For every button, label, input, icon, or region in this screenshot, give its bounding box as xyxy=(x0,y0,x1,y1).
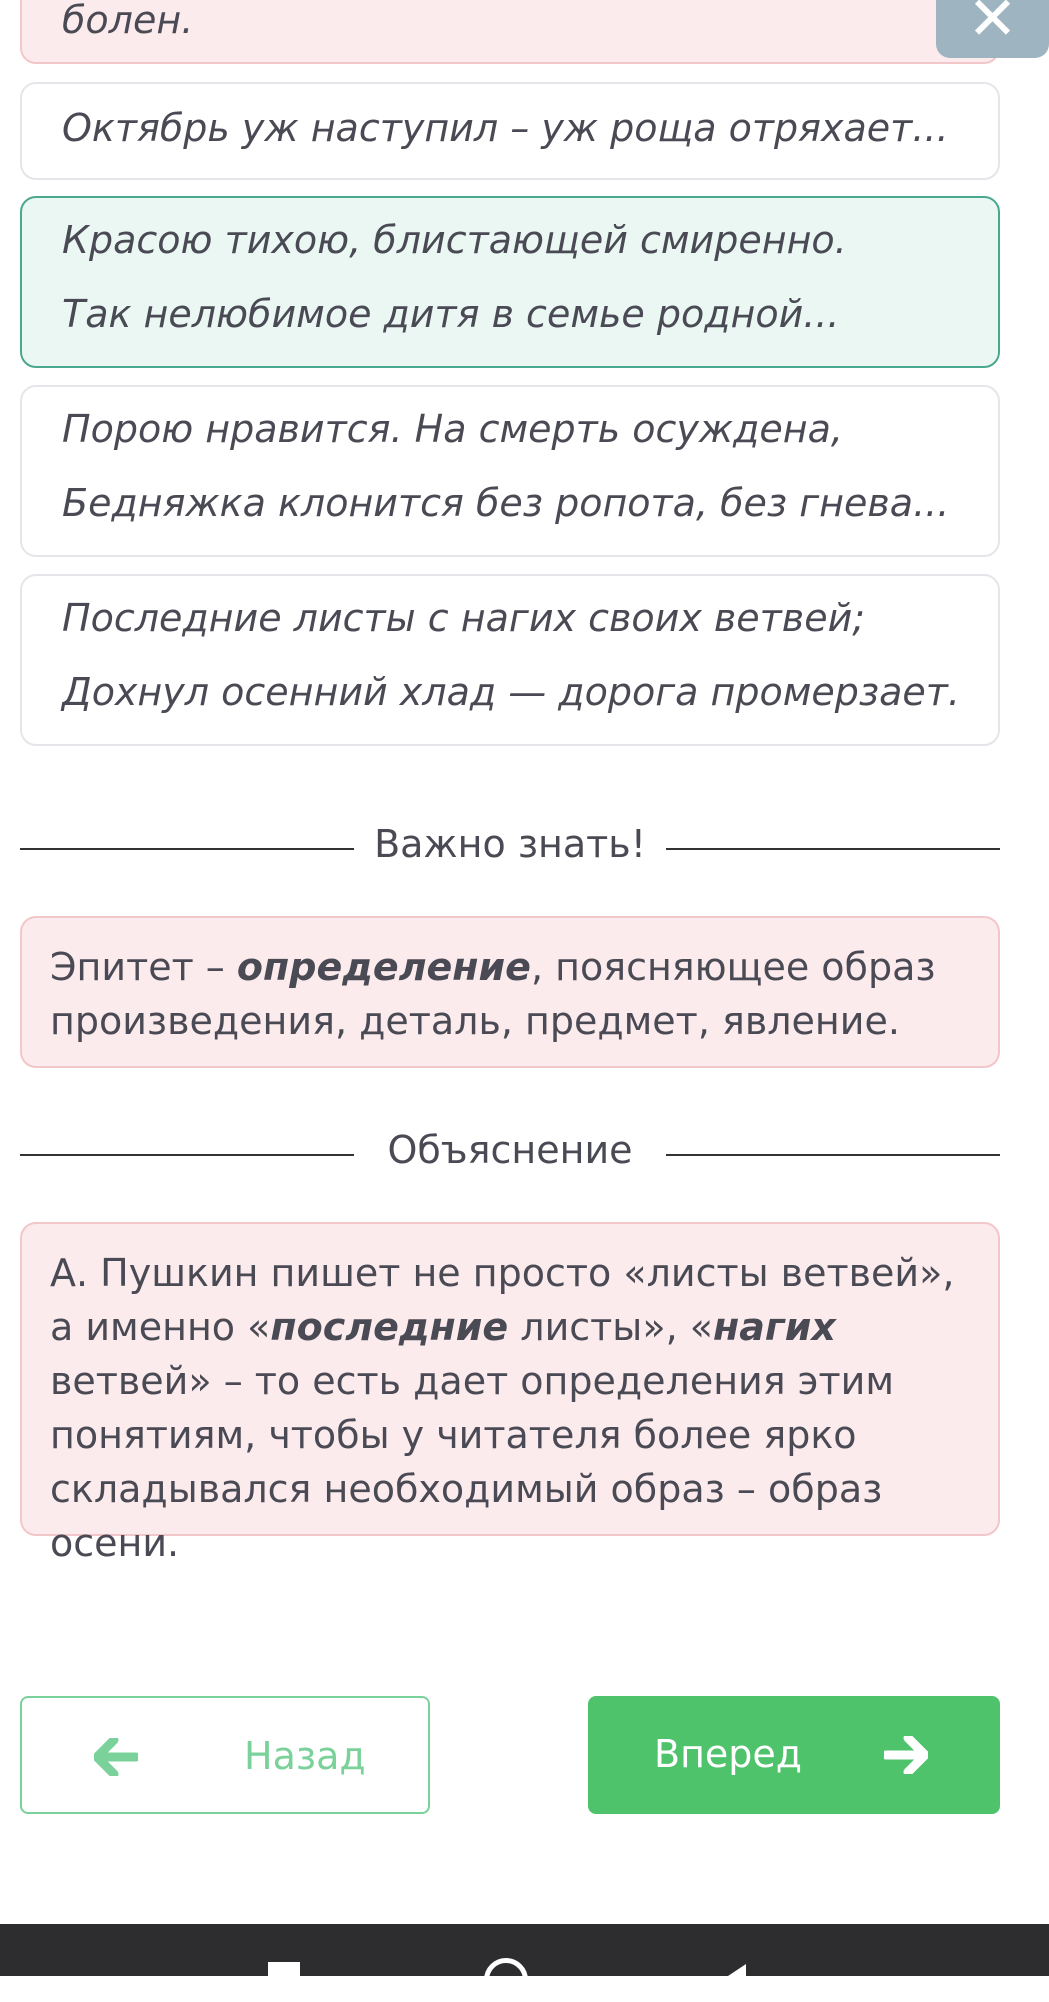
explanation-heading: Объяснение xyxy=(387,1128,633,1172)
important-box: Эпитет – определение, поясняющее образ произведения, деталь, предмет, явление. xyxy=(20,916,1000,1068)
back-button[interactable] xyxy=(20,1696,430,1814)
option-line: Красою тихою, блистающей смиренно. xyxy=(62,218,847,262)
option-line: Порою нравится. На смерть осуждена, xyxy=(62,407,843,451)
forward-button[interactable] xyxy=(588,1696,1000,1814)
option-line: Бедняжка клонится без ропота, без гнева... xyxy=(62,481,950,525)
option-line: Так нелюбимое дитя в семье родной... xyxy=(62,292,840,336)
system-navigation-bar xyxy=(0,1924,1049,1976)
back-label: Назад xyxy=(244,1734,366,1778)
important-heading: Важно знать! xyxy=(374,822,646,866)
arrow-right-icon xyxy=(884,1736,928,1774)
arrow-left-icon xyxy=(94,1738,138,1776)
answer-option[interactable] xyxy=(20,574,1000,746)
home-icon[interactable] xyxy=(484,1958,528,2002)
answer-option-selected[interactable] xyxy=(20,196,1000,368)
option-line: Октябрь уж наступил – уж роща отряхает... xyxy=(62,106,949,150)
option-line: Последние листы с нагих своих ветвей; xyxy=(62,596,866,640)
forward-label: Вперед xyxy=(654,1732,803,1776)
answer-option-wrong[interactable] xyxy=(20,0,1000,64)
option-line: болен. xyxy=(62,0,194,42)
important-divider xyxy=(20,822,1000,872)
back-system-icon[interactable] xyxy=(728,1964,746,1976)
term-bold: определение xyxy=(236,945,531,989)
answer-option[interactable] xyxy=(20,82,1000,180)
recent-apps-icon[interactable] xyxy=(268,1962,300,1976)
close-button[interactable] xyxy=(936,0,1049,58)
option-line: Дохнул осенний хлад — дорога промерзает. xyxy=(62,670,960,714)
explanation-divider xyxy=(20,1128,1000,1178)
close-icon: ✕ xyxy=(967,0,1018,54)
explanation-box: А. Пушкин пишет не просто «листы ветвей», а именно «последние листы», «нагих ветвей» – то есть дает определения этим понятиям, чтобы у читателя более ярко складывался необходимый образ – образ осени. xyxy=(20,1222,1000,1536)
answer-option[interactable] xyxy=(20,385,1000,557)
